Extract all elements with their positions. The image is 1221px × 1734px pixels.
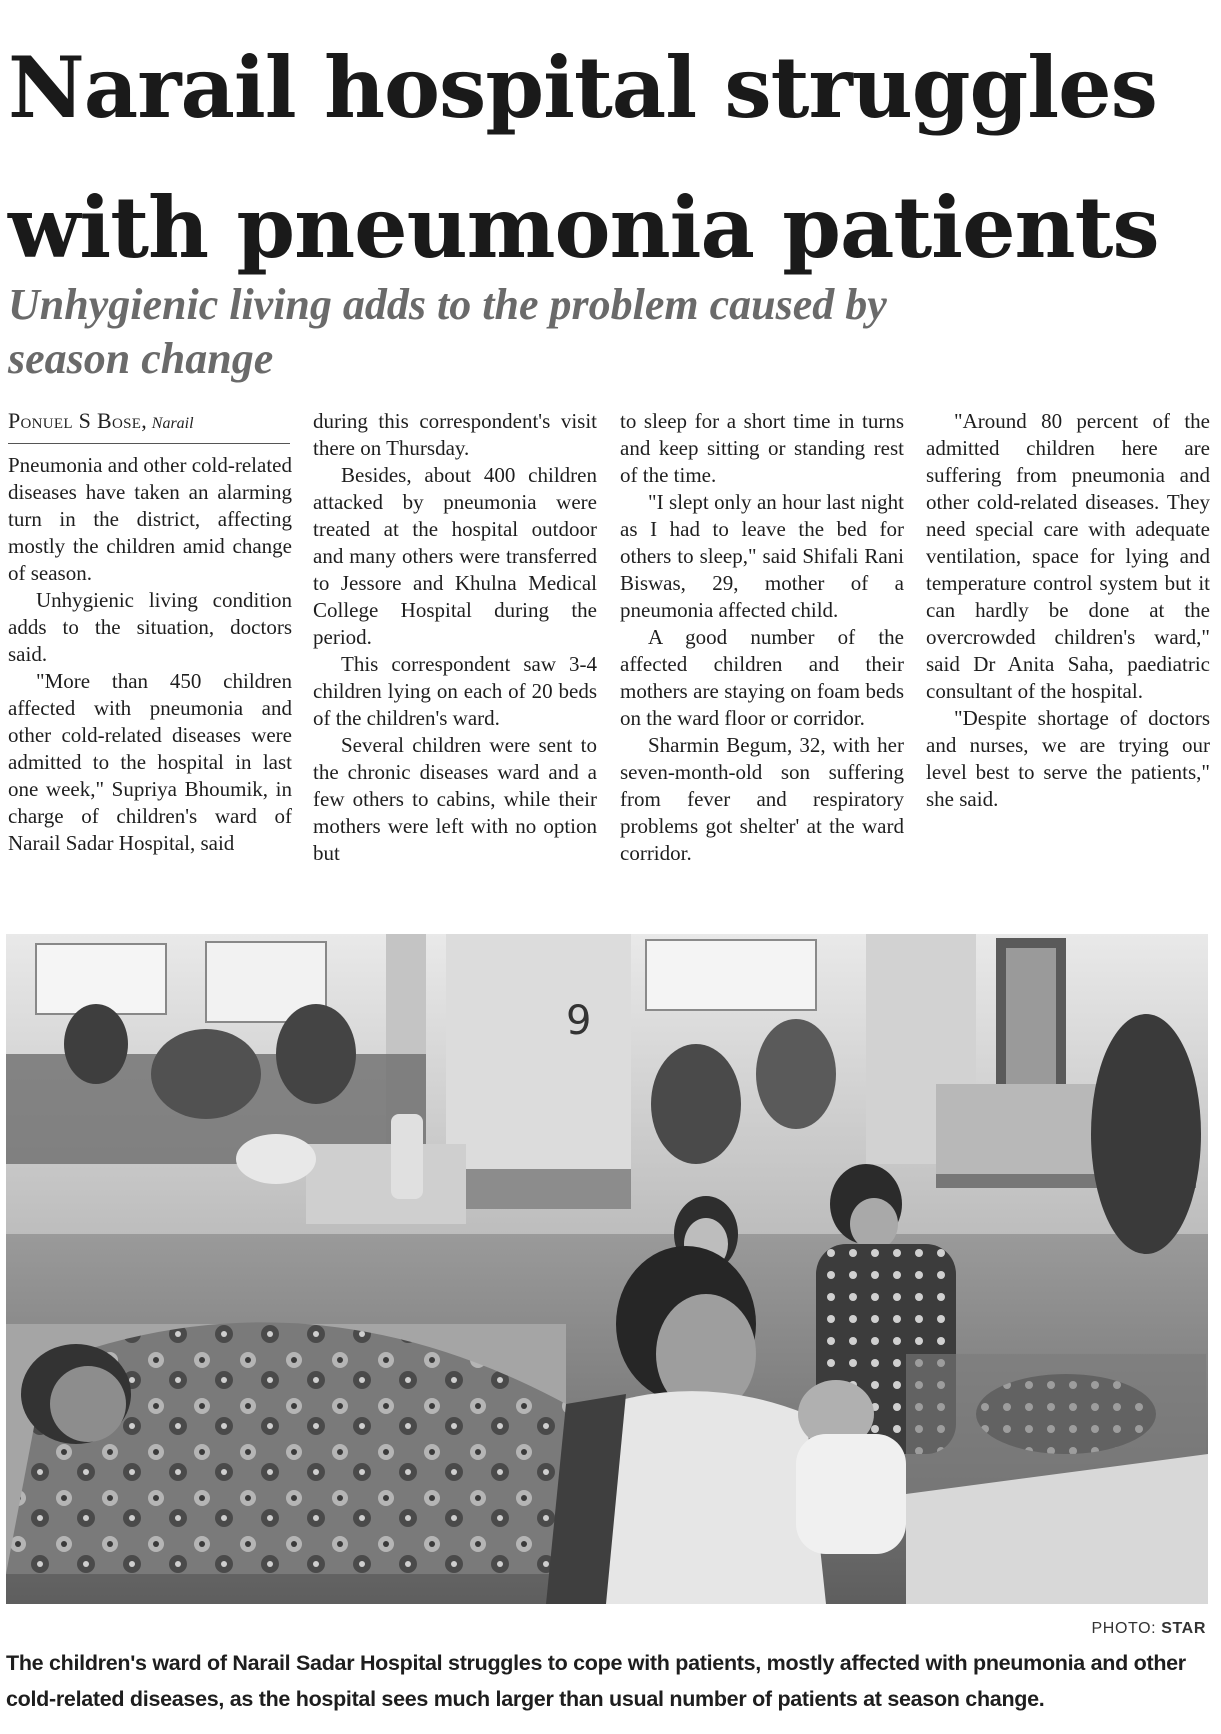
subheadline: Unhygienic living adds to the problem caused by season change <box>8 280 887 383</box>
paragraph: "Around 80 percent of the admitted children here are suffering from pneumonia and other cold-related diseases. They need special care with adequate ventilation, space for lying and temperature control system but it can hardly be done at the overcrowded children's ward," said Dr Anita Saha, paediatric consultant of the hospital. <box>926 409 1210 703</box>
paragraph: Pneumonia and other cold-related diseases have taken an alarming turn in the district, affecting mostly the children amid change of season. <box>8 453 292 585</box>
ward-photo <box>6 934 1208 1604</box>
headline: Narail hospital struggles with pneumonia patients <box>8 38 1159 277</box>
paragraph: Besides, about 400 children attacked by pneumonia were treated at the hospital outdoor and many others were transferred to Jessore and Khulna Medical College Hospital during the period. <box>313 463 597 649</box>
byline-place: Narail <box>151 415 194 432</box>
photo-credit-label: PHOTO: <box>1091 1620 1157 1637</box>
photo-caption: The children's ward of Narail Sadar Hospital struggles to cope with patients, mostly affected with pneumonia and other cold-related diseases, as the hospital sees much larger than usual number of patients at season change. <box>6 1651 1186 1711</box>
paragraph: Unhygienic living condition adds to the situation, doctors said. <box>8 588 292 666</box>
paragraph: "I slept only an hour last night as I had to leave the bed for others to sleep," said Shifali Rani Biswas, 29, mother of a pneumonia affected child. <box>620 490 904 622</box>
byline <box>8 408 290 444</box>
article-column-1 <box>8 452 292 857</box>
paragraph: to sleep for a short time in turns and keep sitting or standing rest of the time. <box>620 409 904 487</box>
paragraph: A good number of the affected children and their mothers are staying on foam beds on the ward floor or corridor. <box>620 625 904 730</box>
paragraph: This correspondent saw 3-4 children lying on each of 20 beds of the children's ward. <box>313 652 597 730</box>
paragraph: "Despite shortage of doctors and nurses, we are trying our level best to serve the patients," she said. <box>926 706 1210 811</box>
paragraph: during this correspondent's visit there on Thursday. <box>313 409 597 460</box>
ward-photo-illustration <box>6 934 1208 1604</box>
article-column-3 <box>620 408 904 867</box>
photo-credit-name: STAR <box>1161 1620 1206 1637</box>
byline-author: Ponuel S Bose, <box>8 408 148 433</box>
article-column-2 <box>313 408 597 867</box>
article-column-4 <box>926 408 1210 813</box>
paragraph: Several children were sent to the chronic diseases ward and a few others to cabins, while their mothers were left with no option but <box>313 733 597 865</box>
pillar-mark: 9 <box>566 998 592 1044</box>
photo-credit <box>1092 1620 1206 1638</box>
paragraph: Sharmin Begum, 32, with her seven-month-old son suffering from fever and respiratory problems got shelter' at the ward corridor. <box>620 733 904 865</box>
paragraph: "More than 450 children affected with pneumonia and other cold-related diseases were admitted to the hospital in last one week," Supriya Bhoumik, in charge of children's ward of Narail Sadar Hospital, said <box>8 669 292 855</box>
